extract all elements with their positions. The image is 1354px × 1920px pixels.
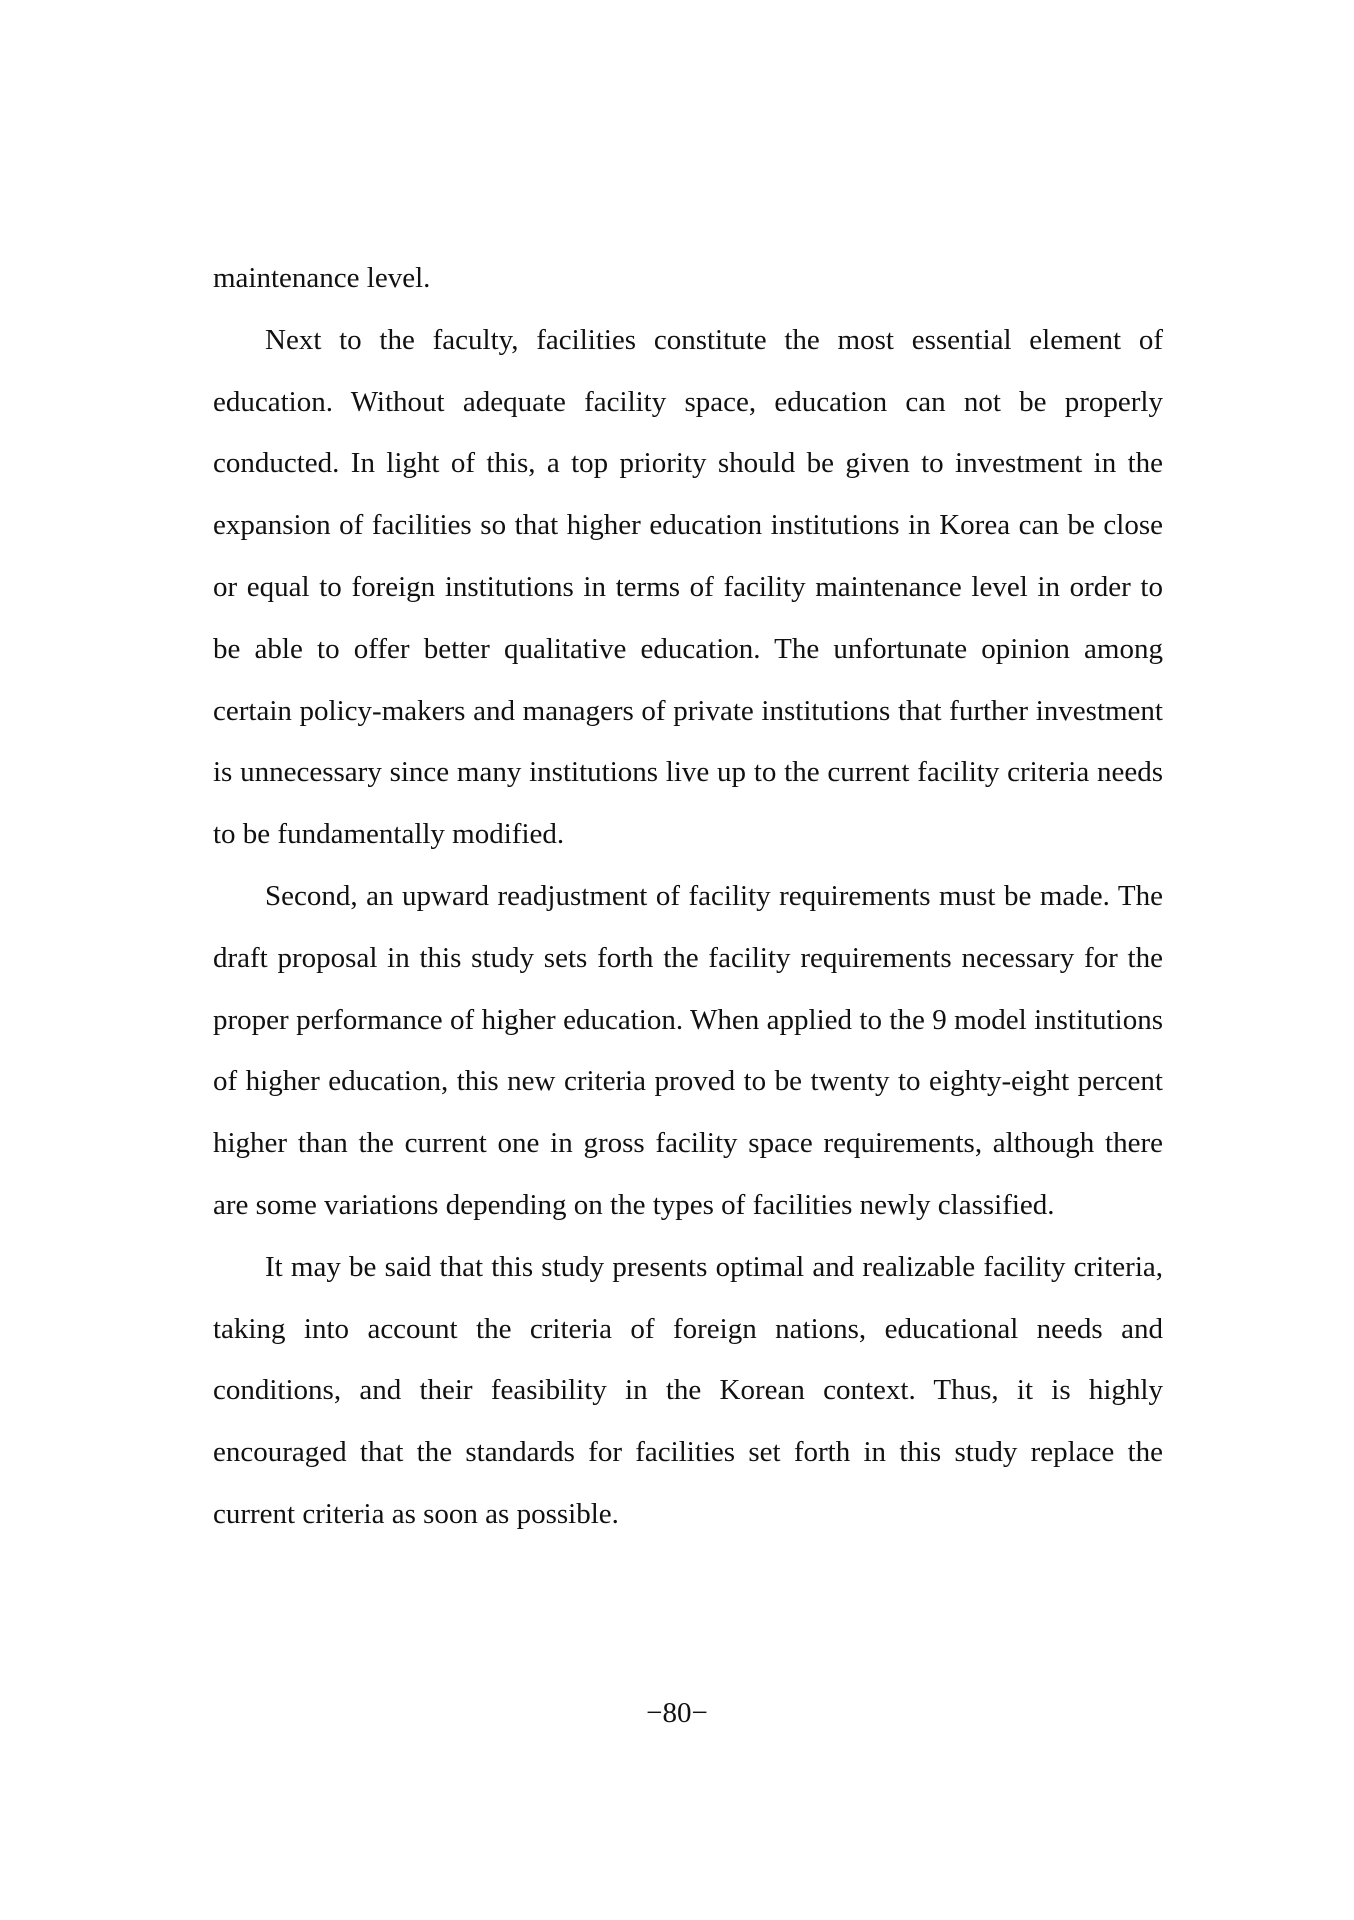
paragraph-continuation: maintenance level. bbox=[213, 262, 431, 294]
paragraph-conclusion: It may be said that this study presents optimal and realizable facility criteria, taking into account the criteria of foreign nations, educational needs and conditions, and their feasibility in the Korean context. Thus, it is highly encouraged that the standards for facilities set forth in this study replace the current criteria as soon as possible. bbox=[213, 1250, 1163, 1530]
body-text bbox=[213, 248, 1163, 1546]
paragraph-facilities: Next to the faculty, facilities constitute the most essential element of education. Without adequate facility space, education can not be properly conducted. In light of this, a top priority should be given to investment in the expansion of facilities so that higher education institutions in Korea can be close or equal to foreign institutions in terms of facility maintenance level in order to be able to offer better qualitative education. The unfortunate opinion among certain policy-makers and managers of private institutions that further investment is unnecessary since many institutions live up to the current facility criteria needs to be fundamentally modified. bbox=[213, 323, 1163, 851]
paragraph-readjustment: Second, an upward readjustment of facility requirements must be made. The draft proposal in this study sets forth the facility requirements necessary for the proper performance of higher education. When applied to the 9 model institutions of higher education, this new criteria proved to be twenty to eighty-eight percent higher than the current one in gross facility space requirements, although there are some variations depending on the types of facilities newly classified. bbox=[213, 879, 1163, 1221]
page-number: −80− bbox=[646, 1697, 708, 1729]
